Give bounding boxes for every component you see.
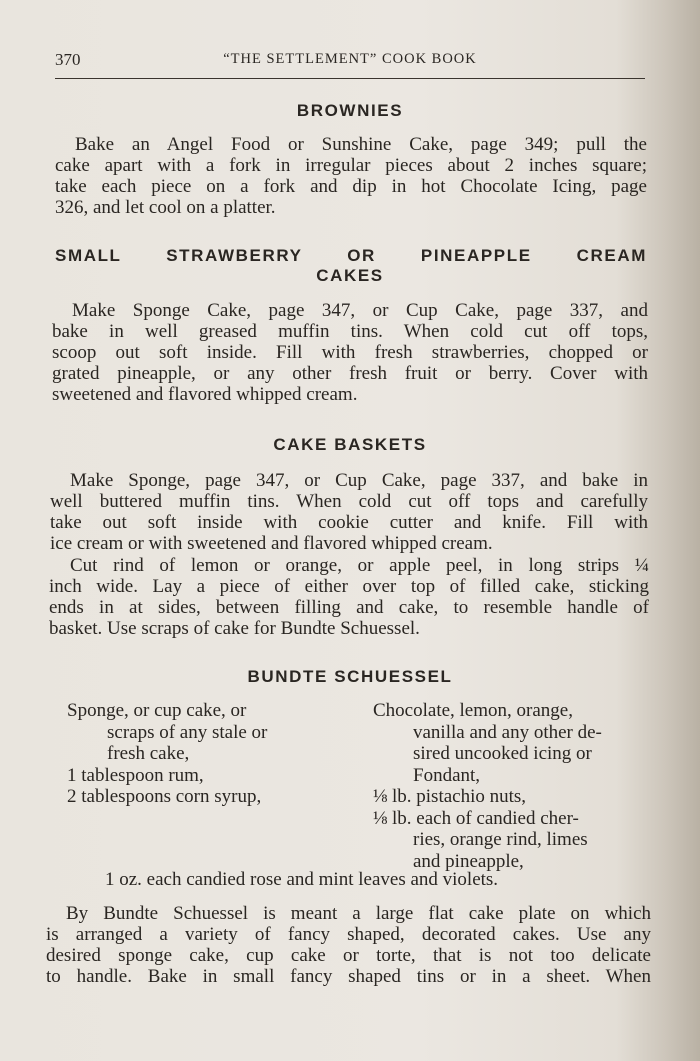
ingredient-line: Chocolate, lemon, orange, (373, 700, 573, 721)
header-rule (55, 78, 645, 79)
bundte-schuessel-paragraph (46, 903, 651, 987)
text-line: 326, and let cool on a platter. (55, 197, 276, 218)
ingredient-line: ries, orange rind, limes (413, 829, 588, 850)
text-line: take out soft inside with cookie cutter and knife. Fill with (50, 512, 648, 533)
text-line: ice cream or with sweetened and flavored whipped cream. (50, 533, 493, 554)
text-line: scoop out soft inside. Fill with fresh strawberries, chopped or (52, 342, 648, 363)
text-line: well buttered muffin tins. When cold cut off tops and carefully (50, 491, 648, 512)
text-line: inch wide. Lay a piece of either over top of filled cake, sticking (49, 576, 649, 597)
ingredient-line: vanilla and any other de- (413, 721, 602, 743)
ingredient-line: sired uncooked icing or (413, 743, 592, 764)
ingredient-line: fresh cake, (107, 743, 190, 764)
ingredient-full-line: 1 oz. each candied rose and mint leaves and violets. (105, 869, 499, 890)
ingredient-line: Sponge, or cup cake, or (67, 700, 247, 721)
text-line: grated pineapple, or any other fresh fruit or berry. Cover with (52, 363, 648, 384)
text-line: to handle. Bake in small fancy shaped tins or in a sheet. When (46, 966, 651, 987)
cake-baskets-paragraph-1 (50, 470, 648, 554)
ingredient-line: 1 tablespoon rum, (67, 764, 204, 786)
section-title-cake-baskets: CAKE BASKETS (273, 435, 427, 454)
ingredient-line: Fondant, (413, 764, 481, 786)
brownies-paragraph (55, 134, 647, 218)
ingredient-line: 2 tablespoons corn syrup, (67, 786, 262, 807)
cake-baskets-paragraph-2 (49, 555, 649, 639)
text-line: take each piece on a fork and dip in hot Chocolate Icing, page (55, 176, 647, 197)
ingredient-line: ⅛ lb. pistachio nuts, (373, 786, 527, 807)
text-line: Make Sponge, page 347, or Cup Cake, page 337, and bake in (70, 470, 648, 491)
page-number: 370 (55, 50, 81, 69)
ingredient-line: ⅛ lb. each of candied cher- (373, 807, 579, 829)
section-title-cream-cakes-line1: SMALL STRAWBERRY OR PINEAPPLE CREAM (55, 246, 647, 265)
section-title-cream-cakes-line2: CAKES (316, 266, 384, 285)
text-line: ends in at sides, between filling and cake, to resemble handle of (49, 597, 649, 618)
text-line: By Bundte Schuessel is meant a large flat cake plate on which (66, 903, 651, 924)
ingredient-line: and pineapple, (413, 850, 524, 872)
text-line: is arranged a variety of fancy shaped, decorated cakes. Use any (46, 924, 651, 945)
text-line: desired sponge cake, cup cake or torte, that is not too delicate (46, 945, 651, 966)
section-title-brownies: BROWNIES (296, 101, 404, 120)
running-head (55, 50, 645, 74)
text-line: bake in well greased muffin tins. When cold cut off tops, (52, 321, 648, 342)
text-line: Cut rind of lemon or orange, or apple peel, in long strips ¼ (70, 555, 649, 576)
text-line: sweetened and flavored whipped cream. (52, 384, 358, 405)
ingredients-right-column (373, 700, 602, 872)
ingredients-left-column (67, 700, 267, 808)
ingredient-line: scraps of any stale or (107, 721, 268, 743)
text-line: cake apart with a fork in irregular pieces about 2 inches square; (55, 155, 647, 176)
book-title: “THE SETTLEMENT” COOK BOOK (223, 51, 477, 67)
section-title-bundte-schuessel: BUNDTE SCHUESSEL (247, 667, 453, 686)
text-line: Bake an Angel Food or Sunshine Cake, page 349; pull the (75, 134, 647, 155)
cream-cakes-paragraph (52, 300, 648, 405)
text-line: Make Sponge Cake, page 347, or Cup Cake, page 337, and (72, 300, 648, 321)
text-line: basket. Use scraps of cake for Bundte Schuessel. (49, 618, 420, 639)
